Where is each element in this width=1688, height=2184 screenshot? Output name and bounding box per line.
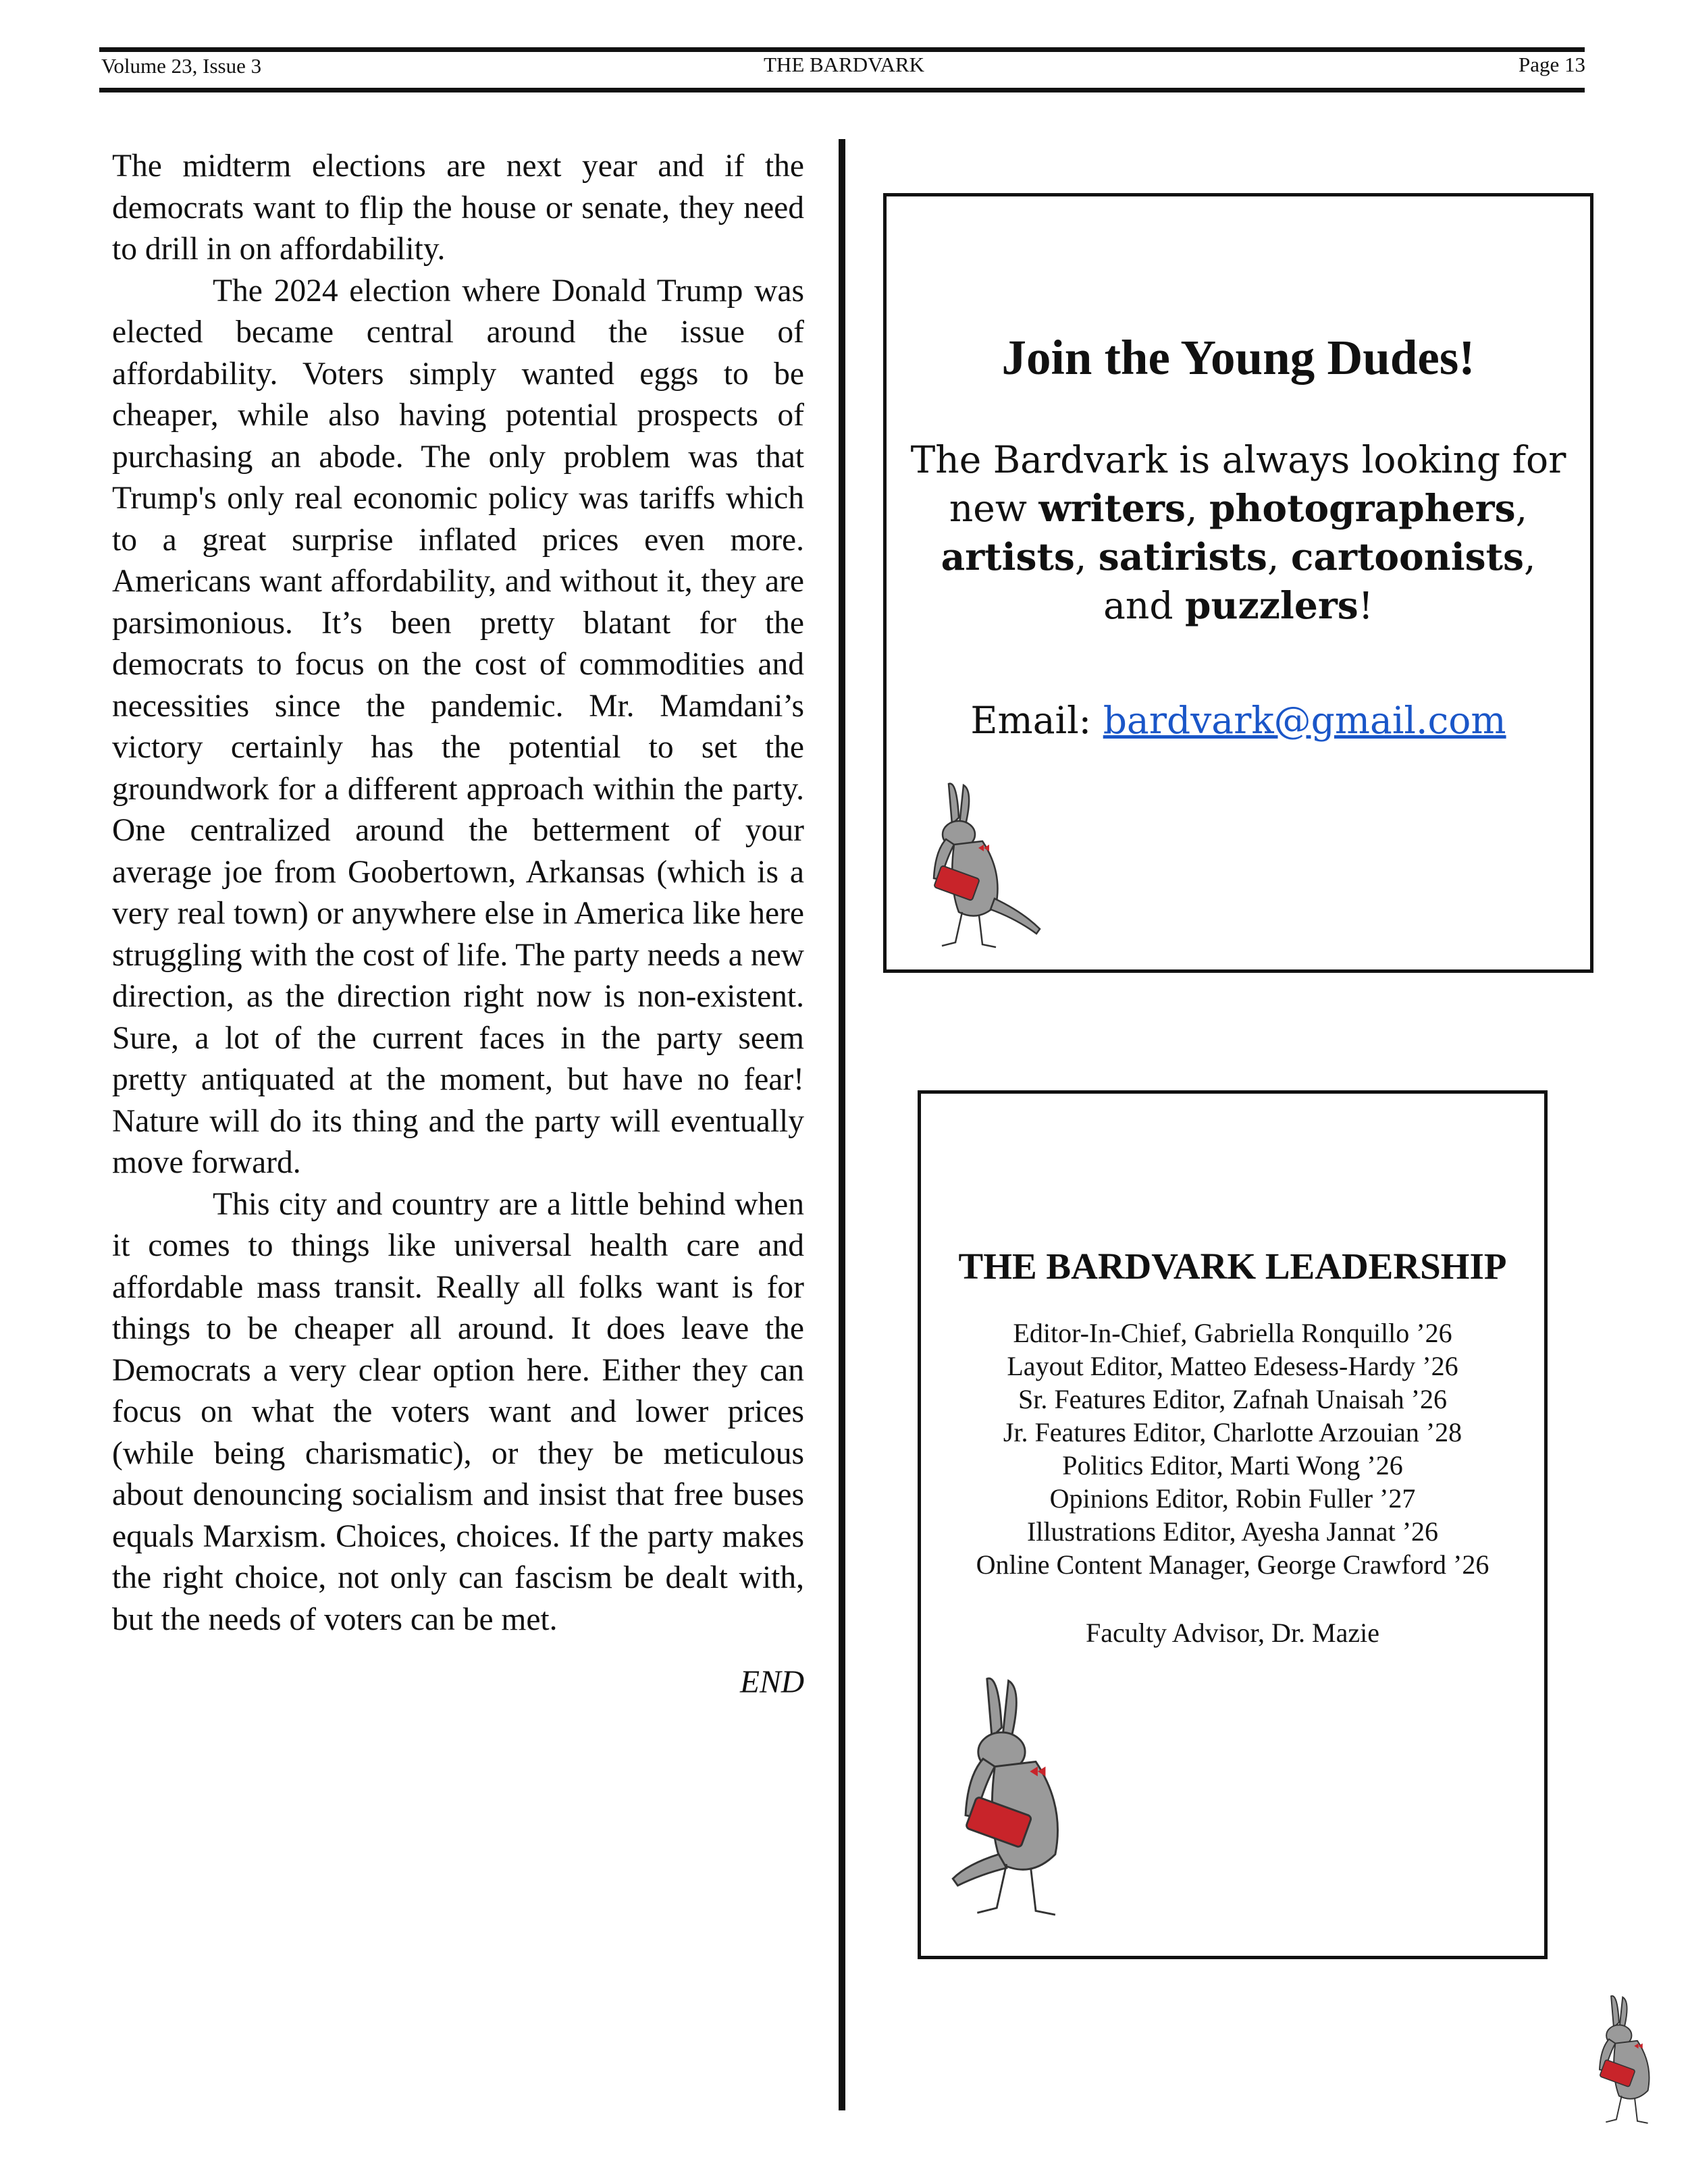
leadership-member: Opinions Editor, Robin Fuller ’27 [1049, 1483, 1416, 1514]
leadership-member: Sr. Features Editor, Zafnah Unaisah ’26 [1018, 1384, 1447, 1414]
join-line-4: and puzzlers! [1103, 583, 1373, 627]
newspaper-title: THE BARDVARK [764, 53, 924, 76]
role-satirists: satirists [1098, 535, 1267, 579]
header-bottom-rule [99, 88, 1585, 92]
email-link[interactable]: bardvark@gmail.com [1103, 699, 1506, 742]
leadership-member: Editor-In-Chief, Gabriella Ronquillo ’26 [1013, 1318, 1452, 1348]
leadership-member: Jr. Features Editor, Charlotte Arzouian ’28 [1003, 1417, 1462, 1447]
join-line-1: The Bardvark is always looking for [910, 438, 1566, 481]
email-label: Email: [970, 699, 1103, 742]
join-line-3: artists, satirists, cartoonists, [941, 535, 1536, 579]
leadership-box [918, 1090, 1548, 1959]
role-cartoonists: cartoonists [1290, 535, 1524, 579]
role-artists: artists [941, 535, 1075, 579]
leadership-member: Illustrations Editor, Ayesha Jannat ’26 [1026, 1516, 1439, 1547]
issue-label: Volume 23, Issue 3 [101, 54, 262, 78]
leadership-member: Online Content Manager, George Crawford ’26 [976, 1549, 1489, 1580]
faculty-advisor: Faculty Advisor, Dr. Mazie [1086, 1618, 1379, 1648]
join-email-line [887, 699, 1590, 742]
article-body [112, 146, 804, 1704]
page-number: Page 13 [1518, 53, 1585, 76]
article-end-mark: END [740, 1665, 804, 1700]
article-paragraph: This city and country are a little behind when it comes to things like universal health care and affordable mass transit. Really all folks want is for things to be cheaper all around. It does leave the Democrats a very clear option here. Either they can focus on what the voters want and lower prices (while being charismatic), or they be meticulous about denouncing socialism and insist that free buses equals Marxism. Choices, choices. If the party makes the right choice, not only can fascism be dealt with, but the needs of voters can be met. [112, 1186, 804, 1637]
aardvark-mascot-icon [1590, 1958, 1685, 2160]
join-recruitment-box [883, 193, 1593, 973]
leadership-list [921, 1316, 1544, 1581]
role-photographers: photographers [1209, 486, 1516, 530]
aardvark-mascot-icon [948, 1654, 1124, 1938]
column-divider [839, 139, 845, 2110]
leadership-member: Layout Editor, Matteo Edesess-Hardy ’26 [1007, 1351, 1458, 1381]
article-paragraph: The 2024 election where Donald Trump was elected became central around the issue of affordability. Voters simply wanted eggs to be cheaper, while also having potential prospects of purchasing an abode. The only problem was that Trump's only real economic policy was tariffs which to a great surprise inflated prices even more. Americans want affordability, and without it, they are parsimonious. It’s been pretty blatant for the democrats to focus on the cost of commodities and necessities since the pandemic. Mr. Mamdani’s victory certainly has the potential to set the groundwork for a different approach within the party. One centralized around the betterment of your average joe from Goobertown, Arkansas (which is a very real town) or anywhere else in America like here struggling with the cost of life. The party needs a new direction, as the direction right now is non-existent. Sure, a lot of the current faces in the party seem pretty antiquated at the moment, but have no fear! Nature will do its thing and the party will eventually move forward. [112, 273, 804, 1180]
join-title: Join the Young Dudes! [1001, 330, 1475, 385]
role-writers: writers [1038, 486, 1186, 530]
join-description [887, 436, 1590, 630]
role-puzzlers: puzzlers [1185, 583, 1359, 627]
aardvark-mascot-icon [922, 777, 1043, 953]
article-paragraph: The midterm elections are next year and if the democrats want to flip the house or senate, they need to drill in on affordability. [112, 149, 804, 267]
leadership-member: Politics Editor, Marti Wong ’26 [1062, 1450, 1403, 1481]
leadership-title: THE BARDVARK LEADERSHIP [958, 1246, 1507, 1287]
join-line-2: new writers, photographers, [949, 486, 1528, 530]
